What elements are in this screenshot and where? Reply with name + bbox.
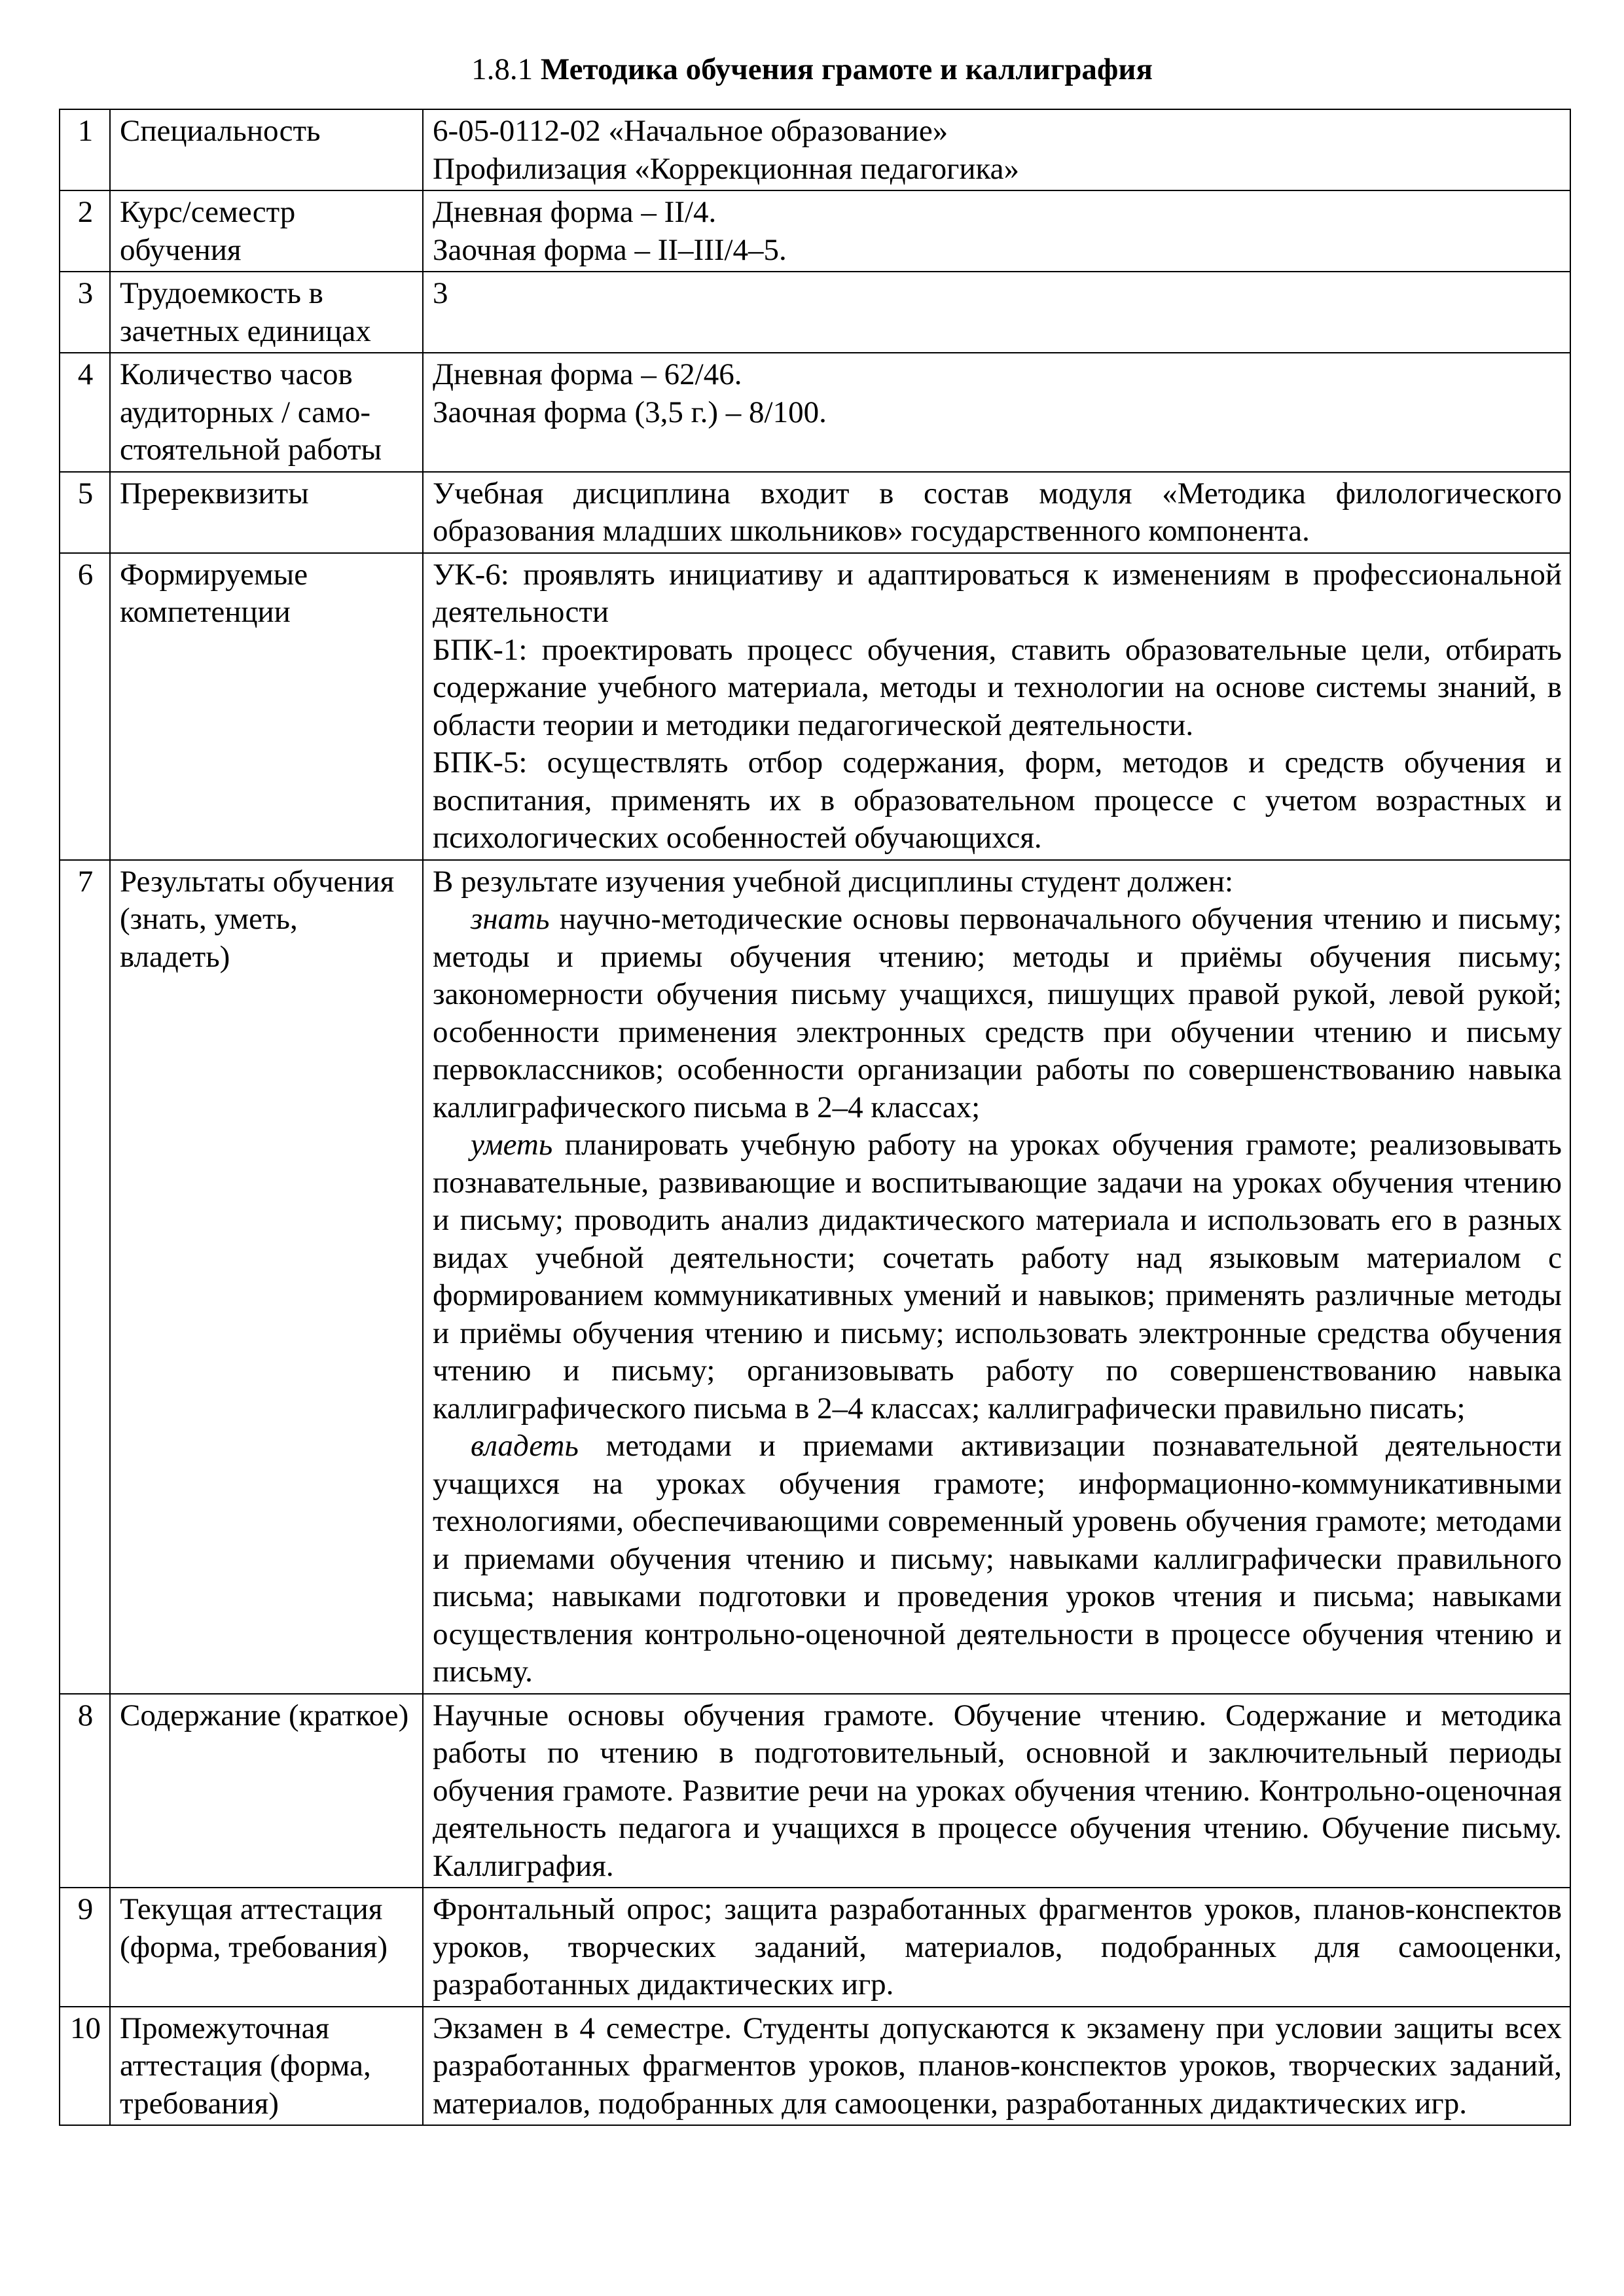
row-number: 5 [60, 472, 110, 553]
table-row [60, 272, 1570, 353]
outcome-keyword: владеть [471, 1429, 579, 1463]
value-text: Фронтальный опрос; защита разработанных фрагментов уроков, планов-конспектов уроков, творческих заданий, материалов, подобранных для самооценки, разработанных дидактических игр. [433, 1892, 1562, 2001]
row-value [423, 109, 1570, 190]
value-text: Учебная дисциплина входит в состав модуля «Методика филологического образования младших школьников» государственного компонента. [433, 476, 1562, 548]
outcome-keyword: знать [471, 902, 550, 936]
row-value [423, 553, 1570, 860]
row-label: Формируемые компетенции [110, 553, 423, 860]
outcome-know [433, 901, 1562, 1126]
row-label: Результаты обучения (знать, уметь, владеть) [110, 860, 423, 1694]
value-line: Дневная форма – II/4. [433, 195, 717, 229]
value-line: 3 [433, 276, 448, 310]
table-row [60, 2007, 1570, 2126]
row-label: Специальность [110, 109, 423, 190]
row-value [423, 1888, 1570, 2007]
table-row [60, 472, 1570, 553]
row-label: Курс/семестр обучения [110, 190, 423, 272]
section-title: Методика обучения грамоте и каллиграфия [540, 52, 1153, 86]
outcome-can [433, 1126, 1562, 1427]
page-title [0, 50, 1624, 89]
row-label: Промежуточная аттестация (форма, требования) [110, 2007, 423, 2126]
value-text: Экзамен в 4 семестре. Студенты допускаются к экзамену при условии защиты всех разработанных фрагментов уроков, планов-конспектов уроков, творческих заданий, материалов, подобранных для самооценки, разработанных дидактических игр. [433, 2011, 1562, 2121]
row-label: Пререквизиты [110, 472, 423, 553]
outcome-keyword: уметь [471, 1128, 553, 1162]
row-label: Содержание (краткое) [110, 1694, 423, 1888]
table-row [60, 860, 1570, 1694]
outcome-master [433, 1427, 1562, 1691]
outcome-text: научно-методические основы первоначального обучения чтению и письму; методы и приемы обучения чтению; методы и приёмы обучения письму; закономерности обучения письму учащихся, пишущих правой рукой, левой рукой; особенности применения электронных средств при обучении чтению и письму первоклассников; особенности организации работы по совершенствованию навыка каллиграфического письма в 2–4 классах; [433, 902, 1562, 1124]
competency-item: БПК-1: проектировать процесс обучения, ставить образовательные цели, отбирать содержание учебного материала, методы и технологии на основе системы знаний, в области теории и методики педагогической деятельности. [433, 632, 1562, 742]
row-label: Текущая аттестация (форма, требования) [110, 1888, 423, 2007]
table-row [60, 553, 1570, 860]
row-value [423, 353, 1570, 472]
value-line: Заочная форма (3,5 г.) – 8/100. [433, 395, 827, 429]
section-number: 1.8.1 [471, 52, 533, 86]
value-text: Научные основы обучения грамоте. Обучение чтению. Содержание и методика работы по чтению в подготовительный, основной и заключительный периоды обучения грамоте. Развитие речи на уроках обучения чтению. Контрольно-оценочная деятельность педагога и учащихся в процессе обучения чтению. Обучение письму. Каллиграфия. [433, 1698, 1562, 1883]
row-number: 6 [60, 553, 110, 860]
discipline-table [59, 109, 1571, 2126]
table-row [60, 1888, 1570, 2007]
row-value [423, 1694, 1570, 1888]
value-line: Дневная форма – 62/46. [433, 357, 742, 391]
value-line: 6-05-0112-02 «Начальное образование» [433, 114, 948, 148]
row-number: 1 [60, 109, 110, 190]
row-value [423, 190, 1570, 272]
row-value [423, 272, 1570, 353]
row-number: 10 [60, 2007, 110, 2126]
table-row [60, 353, 1570, 472]
competency-item: БПК-5: осуществлять отбор содержания, форм, методов и средств обучения и воспитания, применять их в образовательном процессе с учетом возрастных и психологических особенностей обучающихся. [433, 745, 1562, 855]
outcomes-intro: В результате изучения учебной дисциплины студент должен: [433, 864, 1234, 899]
row-value [423, 2007, 1570, 2126]
row-value [423, 860, 1570, 1694]
row-number: 2 [60, 190, 110, 272]
row-number: 7 [60, 860, 110, 1694]
table-row [60, 1694, 1570, 1888]
table-row [60, 109, 1570, 190]
row-number: 8 [60, 1694, 110, 1888]
outcome-text: планировать учебную работу на уроках обучения грамоте; реализовывать познавательные, развивающие и воспитывающие задачи на уроках обучения чтению и письму; проводить анализ дидактического материала и использовать его в разных видах учебной деятельности; сочетать работу над языковым материалом с формированием коммуникативных умений и навыков; применять различные методы и приёмы обучения чтению и письму; использовать электронные средства обучения чтению и письму; организовывать работу по совершенствованию навыка каллиграфического письма в 2–4 классах; каллиграфически правильно писать; [433, 1128, 1562, 1426]
row-label: Количество часов аудиторных / само-стоятельной работы [110, 353, 423, 472]
table-row [60, 190, 1570, 272]
row-label: Трудоемкость в зачетных единицах [110, 272, 423, 353]
value-line: Профилизация «Коррекционная педагогика» [433, 151, 1019, 186]
row-number: 4 [60, 353, 110, 472]
value-line: Заочная форма – II–III/4–5. [433, 232, 787, 267]
row-number: 9 [60, 1888, 110, 2007]
row-number: 3 [60, 272, 110, 353]
competency-item: УК-6: проявлять инициативу и адаптироваться к изменениям в профессиональной деятельности [433, 557, 1562, 629]
outcome-text: методами и приемами активизации познавательной деятельности учащихся на уроках обучения грамоте; информационно-коммуникативными технологиями, обеспечивающими современный уровень обучения грамоте; методами и приемами обучения чтению и письму; навыками каллиграфически правильного письма; навыками подготовки и проведения уроков чтения и письма; навыками осуществления контрольно-оценочной деятельности в процессе обучения чтению и письму. [433, 1429, 1562, 1689]
row-value [423, 472, 1570, 553]
